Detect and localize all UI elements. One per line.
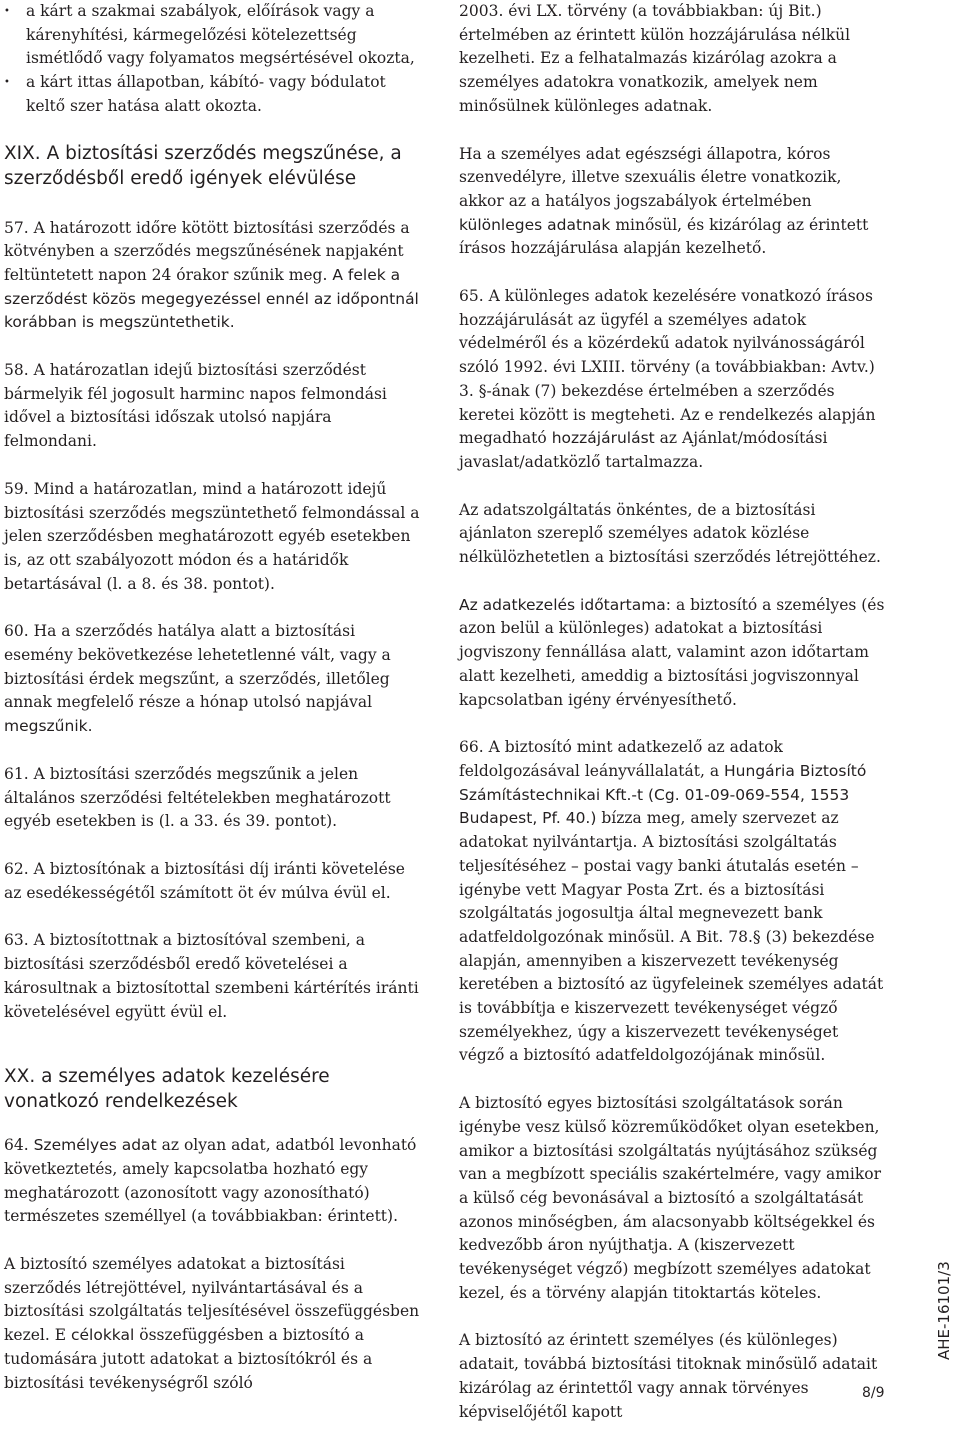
bullet-icon: • <box>4 6 10 17</box>
paragraph-64b: A biztosító személyes adatokat a biztosítási szerződés létrejöttével, nyilvántartásával és a biztosítási szolgáltatás teljesítésével összefüggésben kezel. E célokkal összefüggésben a biztosító a tudomására jutott adatokat a biztosítókról és a biztosítási tevékenységről szóló <box>4 1255 420 1392</box>
paragraph-voluntary: Az adatszolgáltatás önkéntes, de a biztosítási ajánlaton szereplő személyes adatok közlése nélkülözhetetlen a biztosítási szerződés létrejöttéhez. <box>459 500 881 567</box>
paragraph-60: 60. Ha a szerződés hatálya alatt a biztosítási esemény bekövetkezése lehetetlenné vált, vagy a biztosítási érdek megszűnt, a szerződés, illetőleg annak megfelelő része a hónap utolsó napjával megszűnik. <box>4 622 391 736</box>
paragraph-health: Ha a személyes adat egészségi állapotra, kóros szenvedélyre, illetve szexuális életre vonatkozik, akkor az a hatályos jogszabályok értelmében különleges adatnak minősül, és kizárólag az érintett írásos hozzájárulása alapján kezelhető. <box>459 144 869 258</box>
paragraph-continuation: 2003. évi LX. törvény (a továbbiakban: új Bit.) értelmében az érintett külön hozzájárulása nélkül kezelheti. Ez a felhatalmazás kizárólag azokra a személyes adatokra vonatkozik, amelyek nem minősülnek különleges adatnak. <box>459 2 851 115</box>
section-heading: XX. a személyes adatok kezelésére vonatkozó rendelkezések <box>4 1066 330 1113</box>
paragraph-external: A biztosító egyes biztosítási szolgáltatások során igénybe vesz külső közreműködőket olyan esetekben, amikor a biztosítási szolgáltatás nyújtásához szükség van a megbízott speciális szakértelmére, vagy amikor a külső cég bevonásával a biztosító a szolgáltatását azonos minőségben, ám alacsonyabb költségekkel és kedvezőbb áron nyújthatja. A (kiszervezett tevékenységet végző) megbízott személyes adatokat kezel, és a törvény alapján titoktartás köteles. <box>459 1094 881 1302</box>
paragraph-62: 62. A biztosítónak a biztosítási díj iránti követelése az esedékességétől számított öt év múlva évül el. <box>4 859 405 902</box>
left-column <box>4 0 424 1419</box>
defined-term: különleges adatnak <box>459 215 611 234</box>
paragraph-65: 65. A különleges adatok kezelésére vonatkozó írásos hozzájárulását az ügyfél a személyes adatok védelméről és a közérdekű adatok nyilvánosságáról szóló 1992. évi LXIII. törvény (a továbbiakban: Avtv.) 3. §-ának (7) bekezdése értelmében a szerződés keretei között is megteheti. Az e rendelkezés alapján megadható hozzájárulást az Ajánlat/módosítási javaslat/adatközlő tartalmazza. <box>459 287 876 471</box>
paragraph-64: 64. Személyes adat az olyan adat, adatból levonható következtetés, amely kapcsolatba hozható egy meghatározott (azonosított vagy azonosítható) természetes személlyel (a továbbiakban: érintett). <box>4 1136 417 1226</box>
right-column <box>459 0 887 1448</box>
paragraph-duration: Az adatkezelés időtartama: a biztosító a személyes (és azon belül a különleges) adatokat a biztosítási jogviszony fennállása alatt, valamint azon időtartam alatt kezelheti, ameddig a biztosítási jogviszonnyal kapcsolatban igény érvényesíthető. <box>459 595 885 709</box>
defined-term: hozzájárulást <box>551 429 655 448</box>
list-item: • a kárt a szakmai szabályok, előírások vagy a kárenyhítési, kármegelőzési kötelezettség ismétlődő vagy folyamatos megsértésével okozta, <box>4 2 415 68</box>
paragraph-66: 66. A biztosító mint adatkezelő az adatok feldolgozásával leányvállalatát, a Hungária Biztosító Számítástechnikai Kft.-t (Cg. 01-09-069-554, 1553 Budapest, Pf. 40.) bízza meg, amely szervezet az adatokat nyilvántartja. A biztosítási szolgáltatás teljesítéséhez – postai vagy banki átutalás esetén – igénybe vett Magyar Posta Zrt. és a biztosítási szolgáltatás jogosultja által megnevezett bank adatfeldolgozónak minősül. A Bit. 78.§ (3) bekezdése alapján, amennyiben a kiszervezett tevékenység keretében a biztosító az ügyfeleinek személyes adatát is továbbítja e kiszervezett tevékenységet végző személyekhez, úgy a kiszervezett tevékenységet végző a biztosító adatfeldolgozójának minősül. <box>459 738 884 1065</box>
page-number: 8/9 <box>862 1385 885 1401</box>
paragraph-57: 57. A határozott időre kötött biztosítási szerződés a kötvényben a szerződés megszűnésének napjaként feltüntetett napon 24 órakor szűnik meg. A felek a szerződést közös megegyezéssel ennél az időpontnál korábban is megszüntethetik. <box>4 218 419 332</box>
paragraph-59: 59. Mind a határozatlan, mind a határozott idejű biztosítási szerződés megszüntethető felmondással a jelen szerződésben meghatározott egyéb esetekben is, az ott szabályozott módon és a határidők betartásával (l. a 8. és 38. pontot). <box>4 479 420 593</box>
list-item: • a kárt ittas állapotban, kábító- vagy bódulatot keltő szer hatása alatt okozta. <box>4 73 386 115</box>
defined-term: célokkal <box>70 1326 135 1345</box>
document-code: AHE-16101/3 <box>935 1261 953 1360</box>
section-heading: XIX. A biztosítási szerződés megszűnése, a szerződésből eredő igények elévülése <box>4 142 402 189</box>
bullet-list <box>4 0 424 119</box>
defined-term: Az adatkezelés időtartama: <box>459 595 672 614</box>
bullet-icon: • <box>4 77 10 89</box>
paragraph-58: 58. A határozatlan idejű biztosítási szerződést bármelyik fél jogosult harminc napos felmondási idővel a biztosítási időszak utolsó napjára felmondani. <box>4 361 387 451</box>
paragraph-63: 63. A biztosítottnak a biztosítóval szembeni, a biztosítási szerződésből eredő követelései a károsultnak a biztosítottal szembeni kártérítés iránti követelésével együtt évül el. <box>4 931 419 1021</box>
paragraph-last: A biztosító az érintett személyes (és különleges) adatait, továbbá biztosítási titoknak minősülő adatait kizárólag az érintettől vagy annak törvényes képviselőjétől kapott <box>459 1331 878 1421</box>
paragraph-61: 61. A biztosítási szerződés megszűnik a jelen általános szerződési feltételekben meghatározott egyéb esetekben is (l. a 33. és 39. pontot). <box>4 764 391 831</box>
company-name: Hungária Biztosító Számítástechnikai Kft.-t (Cg. 01-09-069-554, 1553 Budapest, Pf. 40.) <box>459 761 867 828</box>
defined-term: Személyes adat <box>33 1136 157 1155</box>
